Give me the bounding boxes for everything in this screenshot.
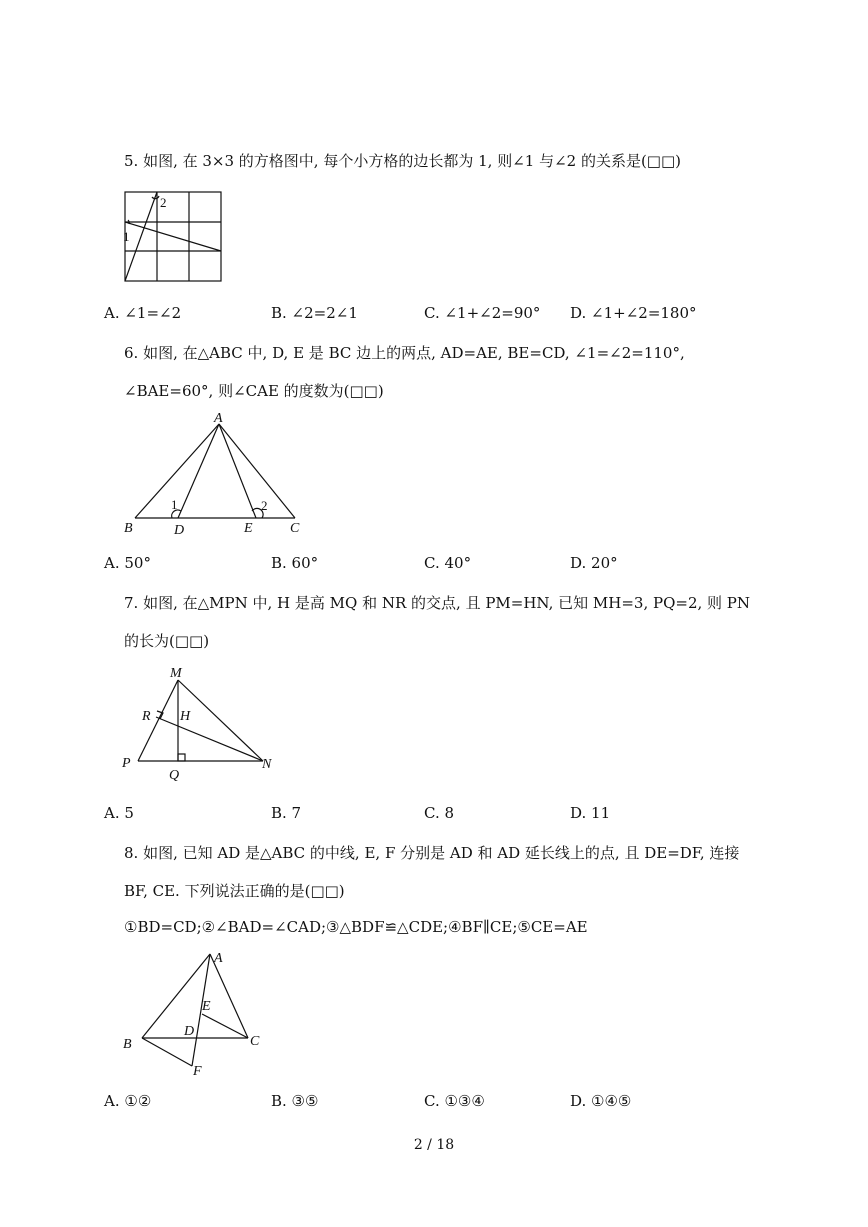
page-number: 2 / 18 [413,1137,455,1153]
q6-option-c[interactable]: C. 40° [424,554,472,572]
q8-label-b: B [123,1037,132,1052]
q6-option-b[interactable]: B. 60° [271,554,319,572]
q7-label-h: H [180,709,191,724]
q8-option-d[interactable]: D. ①④⑤ [570,1092,632,1110]
q6-label-d: D [174,523,185,538]
q6-stem-line2: ∠BAE=60°, 则∠CAE 的度数为(□□) [124,382,384,400]
q6-triangle-figure [118,410,314,542]
q7-option-d[interactable]: D. 11 [570,804,611,822]
q6-option-d[interactable]: D. 20° [570,554,618,572]
q7-option-b[interactable]: B. 7 [271,804,302,822]
q8-option-b[interactable]: B. ③⑤ [271,1092,319,1110]
q7-label-r: R [142,709,151,724]
q5-option-d[interactable]: D. ∠1+∠2=180° [570,304,697,322]
q5-label-1: 1 [123,229,130,244]
q8-option-c[interactable]: C. ①③④ [424,1092,485,1110]
q8-label-c: C [250,1034,260,1049]
q6-label-c: C [290,521,300,536]
q8-statements: ①BD=CD;②∠BAD=∠CAD;③△BDF≌△CDE;④BF∥CE;⑤CE=AE [124,918,588,936]
q7-option-a[interactable]: A. 5 [104,804,134,822]
q7-label-m: M [170,666,182,681]
q5-option-b[interactable]: B. ∠2=2∠1 [271,304,358,322]
q6-label-a: A [214,411,223,426]
q7-label-p: P [122,756,131,771]
q8-label-e: E [202,999,211,1014]
q5-label-2: 2 [160,195,167,210]
q8-option-a[interactable]: A. ①② [104,1092,152,1110]
q5-option-c[interactable]: C. ∠1+∠2=90° [424,304,541,322]
q8-triangle-figure [118,946,268,1080]
q7-stem-line2: 的长为(□□) [124,632,210,650]
q8-label-f: F [193,1064,202,1079]
q6-label-1: 1 [171,497,178,512]
q8-stem-line2: BF, CE. 下列说法正确的是(□□) [124,882,345,900]
q7-option-c[interactable]: C. 8 [424,804,455,822]
q7-triangle-figure [116,660,286,786]
q6-label-e: E [244,521,253,536]
q7-label-n: N [262,757,272,772]
q7-label-q: Q [169,768,180,783]
q6-label-2: 2 [261,498,268,513]
q5-option-a[interactable]: A. ∠1=∠2 [104,304,182,322]
q8-label-d: D [184,1024,195,1039]
q5-stem: 5. 如图, 在 3×3 的方格图中, 每个小方格的边长都为 1, 则∠1 与∠2 的关系是(□□) [124,152,682,170]
q6-stem-line1: 6. 如图, 在△ABC 中, D, E 是 BC 边上的两点, AD=AE, BE=CD, ∠1=∠2=110°, [124,344,685,362]
q5-grid-figure [120,188,230,284]
q6-label-b: B [124,521,133,536]
q7-stem-line1: 7. 如图, 在△MPN 中, H 是高 MQ 和 NR 的交点, 且 PM=HN, 已知 MH=3, PQ=2, 则 PN [124,594,751,612]
q6-option-a[interactable]: A. 50° [104,554,151,572]
q8-label-a: A [214,951,223,966]
q8-stem-line1: 8. 如图, 已知 AD 是△ABC 的中线, E, F 分别是 AD 和 AD 延长线上的点, 且 DE=DF, 连接 [124,844,740,862]
